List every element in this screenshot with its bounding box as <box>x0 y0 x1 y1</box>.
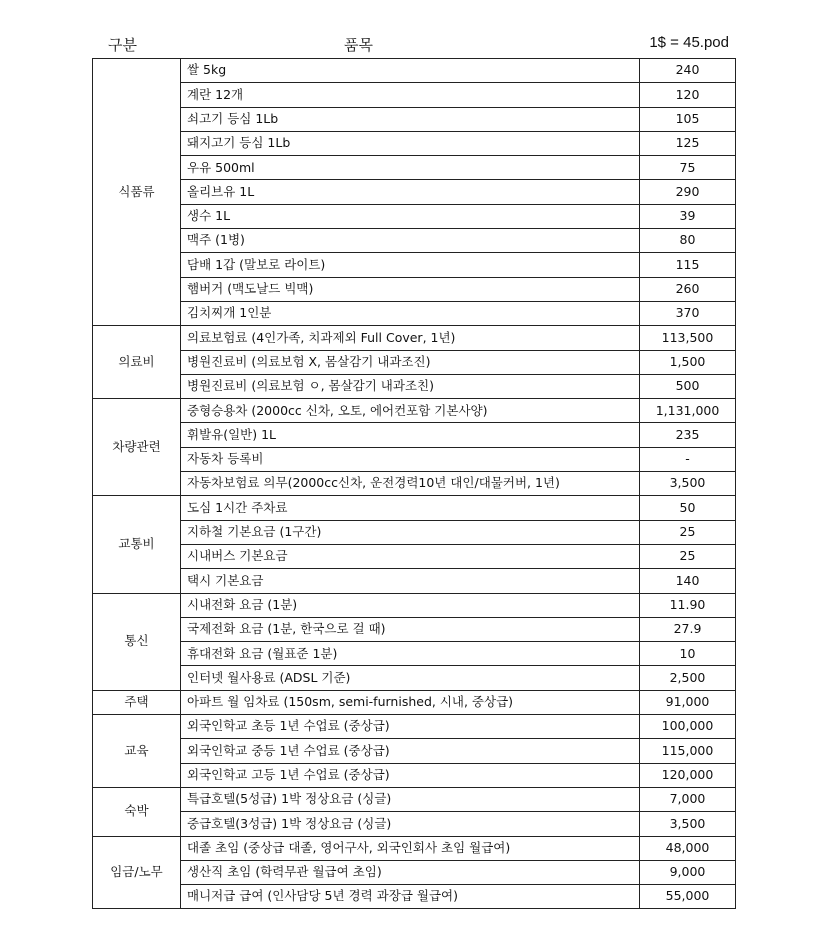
price-cell: 260 <box>640 277 736 301</box>
price-cell: 240 <box>640 59 736 83</box>
item-cell: 의료보험료 (4인가족, 치과제외 Full Cover, 1년) <box>181 326 640 350</box>
table-row <box>93 423 736 447</box>
item-cell: 햄버거 (맥도날드 빅맥) <box>181 277 640 301</box>
category-column-header: 구분 <box>108 36 137 54</box>
item-cell: 계란 12개 <box>181 83 640 107</box>
table-row <box>93 666 736 690</box>
category-cell: 숙박 <box>93 787 181 836</box>
item-cell: 김치찌개 1인분 <box>181 301 640 325</box>
item-cell: 돼지고기 등심 1Lb <box>181 131 640 155</box>
price-cell: 105 <box>640 107 736 131</box>
item-cell: 택시 기본요금 <box>181 569 640 593</box>
item-cell: 시내전화 요금 (1분) <box>181 593 640 617</box>
price-cell: 290 <box>640 180 736 204</box>
table-row <box>93 229 736 253</box>
category-cell: 교육 <box>93 715 181 788</box>
table-row <box>93 885 736 909</box>
price-cell: 55,000 <box>640 885 736 909</box>
item-cell: 시내버스 기본요금 <box>181 544 640 568</box>
price-cell: 7,000 <box>640 787 736 811</box>
category-cell: 식품류 <box>93 59 181 326</box>
item-cell: 외국인학교 초등 1년 수업료 (중상급) <box>181 715 640 739</box>
price-cell: 370 <box>640 301 736 325</box>
category-cell: 주택 <box>93 690 181 714</box>
price-cell: 500 <box>640 374 736 398</box>
category-cell: 차량관련 <box>93 399 181 496</box>
table-row <box>93 520 736 544</box>
table-row <box>93 107 736 131</box>
item-cell: 담배 1갑 (말보로 라이트) <box>181 253 640 277</box>
category-cell: 임금/노무 <box>93 836 181 909</box>
price-cell: 120 <box>640 83 736 107</box>
item-cell: 쌀 5kg <box>181 59 640 83</box>
table-row <box>93 812 736 836</box>
price-cell: 48,000 <box>640 836 736 860</box>
table-row <box>93 739 736 763</box>
table-row <box>93 544 736 568</box>
item-cell: 지하철 기본요금 (1구간) <box>181 520 640 544</box>
item-cell: 우유 500ml <box>181 156 640 180</box>
price-cell: 27.9 <box>640 617 736 641</box>
table-header <box>0 32 827 56</box>
item-cell: 대졸 초임 (중상급 대졸, 영어구사, 외국인회사 초임 월급여) <box>181 836 640 860</box>
item-cell: 국제전화 요금 (1분, 한국으로 걸 때) <box>181 617 640 641</box>
table-row <box>93 83 736 107</box>
category-cell: 교통비 <box>93 496 181 593</box>
price-cell: 235 <box>640 423 736 447</box>
price-table-body <box>93 59 736 909</box>
item-cell: 자동차 등록비 <box>181 447 640 471</box>
table-row <box>93 690 736 714</box>
table-row <box>93 131 736 155</box>
item-cell: 인터넷 월사용료 (ADSL 기준) <box>181 666 640 690</box>
price-cell: 115,000 <box>640 739 736 763</box>
table-row <box>93 787 736 811</box>
price-cell: 2,500 <box>640 666 736 690</box>
price-cell: 50 <box>640 496 736 520</box>
item-cell: 외국인학교 고등 1년 수업료 (중상급) <box>181 763 640 787</box>
price-cell: 91,000 <box>640 690 736 714</box>
table-row <box>93 496 736 520</box>
item-cell: 중급호텔(3성급) 1박 정상요금 (싱글) <box>181 812 640 836</box>
item-cell: 병원진료비 (의료보험 X, 몸살감기 내과조진) <box>181 350 640 374</box>
table-row <box>93 617 736 641</box>
item-cell: 휴대전화 요금 (월표준 1분) <box>181 642 640 666</box>
price-cell: 9,000 <box>640 860 736 884</box>
table-row <box>93 447 736 471</box>
price-cell: 1,500 <box>640 350 736 374</box>
price-cell: 3,500 <box>640 812 736 836</box>
price-cell: 75 <box>640 156 736 180</box>
item-cell: 자동차보험료 의무(2000cc신차, 운전경력10년 대인/대물커버, 1년) <box>181 472 640 496</box>
table-row <box>93 399 736 423</box>
table-row <box>93 715 736 739</box>
price-cell: 25 <box>640 520 736 544</box>
table-row <box>93 301 736 325</box>
price-cell: 140 <box>640 569 736 593</box>
table-row <box>93 860 736 884</box>
category-cell: 통신 <box>93 593 181 690</box>
table-row <box>93 277 736 301</box>
item-cell: 쇠고기 등심 1Lb <box>181 107 640 131</box>
table-row <box>93 253 736 277</box>
table-row <box>93 326 736 350</box>
table-row <box>93 204 736 228</box>
price-cell: 11.90 <box>640 593 736 617</box>
category-cell: 의료비 <box>93 326 181 399</box>
table-row <box>93 180 736 204</box>
table-row <box>93 569 736 593</box>
price-cell: 120,000 <box>640 763 736 787</box>
table-row <box>93 374 736 398</box>
item-cell: 생산직 초임 (학력무관 월급여 초임) <box>181 860 640 884</box>
table-row <box>93 59 736 83</box>
price-cell: 115 <box>640 253 736 277</box>
table-row <box>93 642 736 666</box>
item-column-header: 품목 <box>344 36 373 54</box>
item-cell: 매니저급 급여 (인사담당 5년 경력 과장급 월급여) <box>181 885 640 909</box>
price-cell: 113,500 <box>640 326 736 350</box>
table-row <box>93 593 736 617</box>
table-row <box>93 836 736 860</box>
item-cell: 생수 1L <box>181 204 640 228</box>
item-cell: 병원진료비 (의료보험 ㅇ, 몸살감기 내과조친) <box>181 374 640 398</box>
price-cell: - <box>640 447 736 471</box>
price-cell: 39 <box>640 204 736 228</box>
table-row <box>93 350 736 374</box>
price-cell: 100,000 <box>640 715 736 739</box>
price-cell: 10 <box>640 642 736 666</box>
price-cell: 3,500 <box>640 472 736 496</box>
price-cell: 1,131,000 <box>640 399 736 423</box>
item-cell: 도심 1시간 주차료 <box>181 496 640 520</box>
item-cell: 중형승용차 (2000cc 신차, 오토, 에어컨포함 기본사양) <box>181 399 640 423</box>
item-cell: 외국인학교 중등 1년 수업료 (중상급) <box>181 739 640 763</box>
item-cell: 올리브유 1L <box>181 180 640 204</box>
table-row <box>93 472 736 496</box>
price-cell: 125 <box>640 131 736 155</box>
price-table <box>92 58 736 909</box>
exchange-rate-note: 1$ = 45.pod <box>649 34 729 51</box>
price-cell: 80 <box>640 229 736 253</box>
item-cell: 특급호텔(5성급) 1박 정상요금 (싱글) <box>181 787 640 811</box>
item-cell: 맥주 (1병) <box>181 229 640 253</box>
item-cell: 아파트 월 임차료 (150sm, semi-furnished, 시내, 중상급) <box>181 690 640 714</box>
table-row <box>93 763 736 787</box>
price-cell: 25 <box>640 544 736 568</box>
table-row <box>93 156 736 180</box>
item-cell: 휘발유(일반) 1L <box>181 423 640 447</box>
